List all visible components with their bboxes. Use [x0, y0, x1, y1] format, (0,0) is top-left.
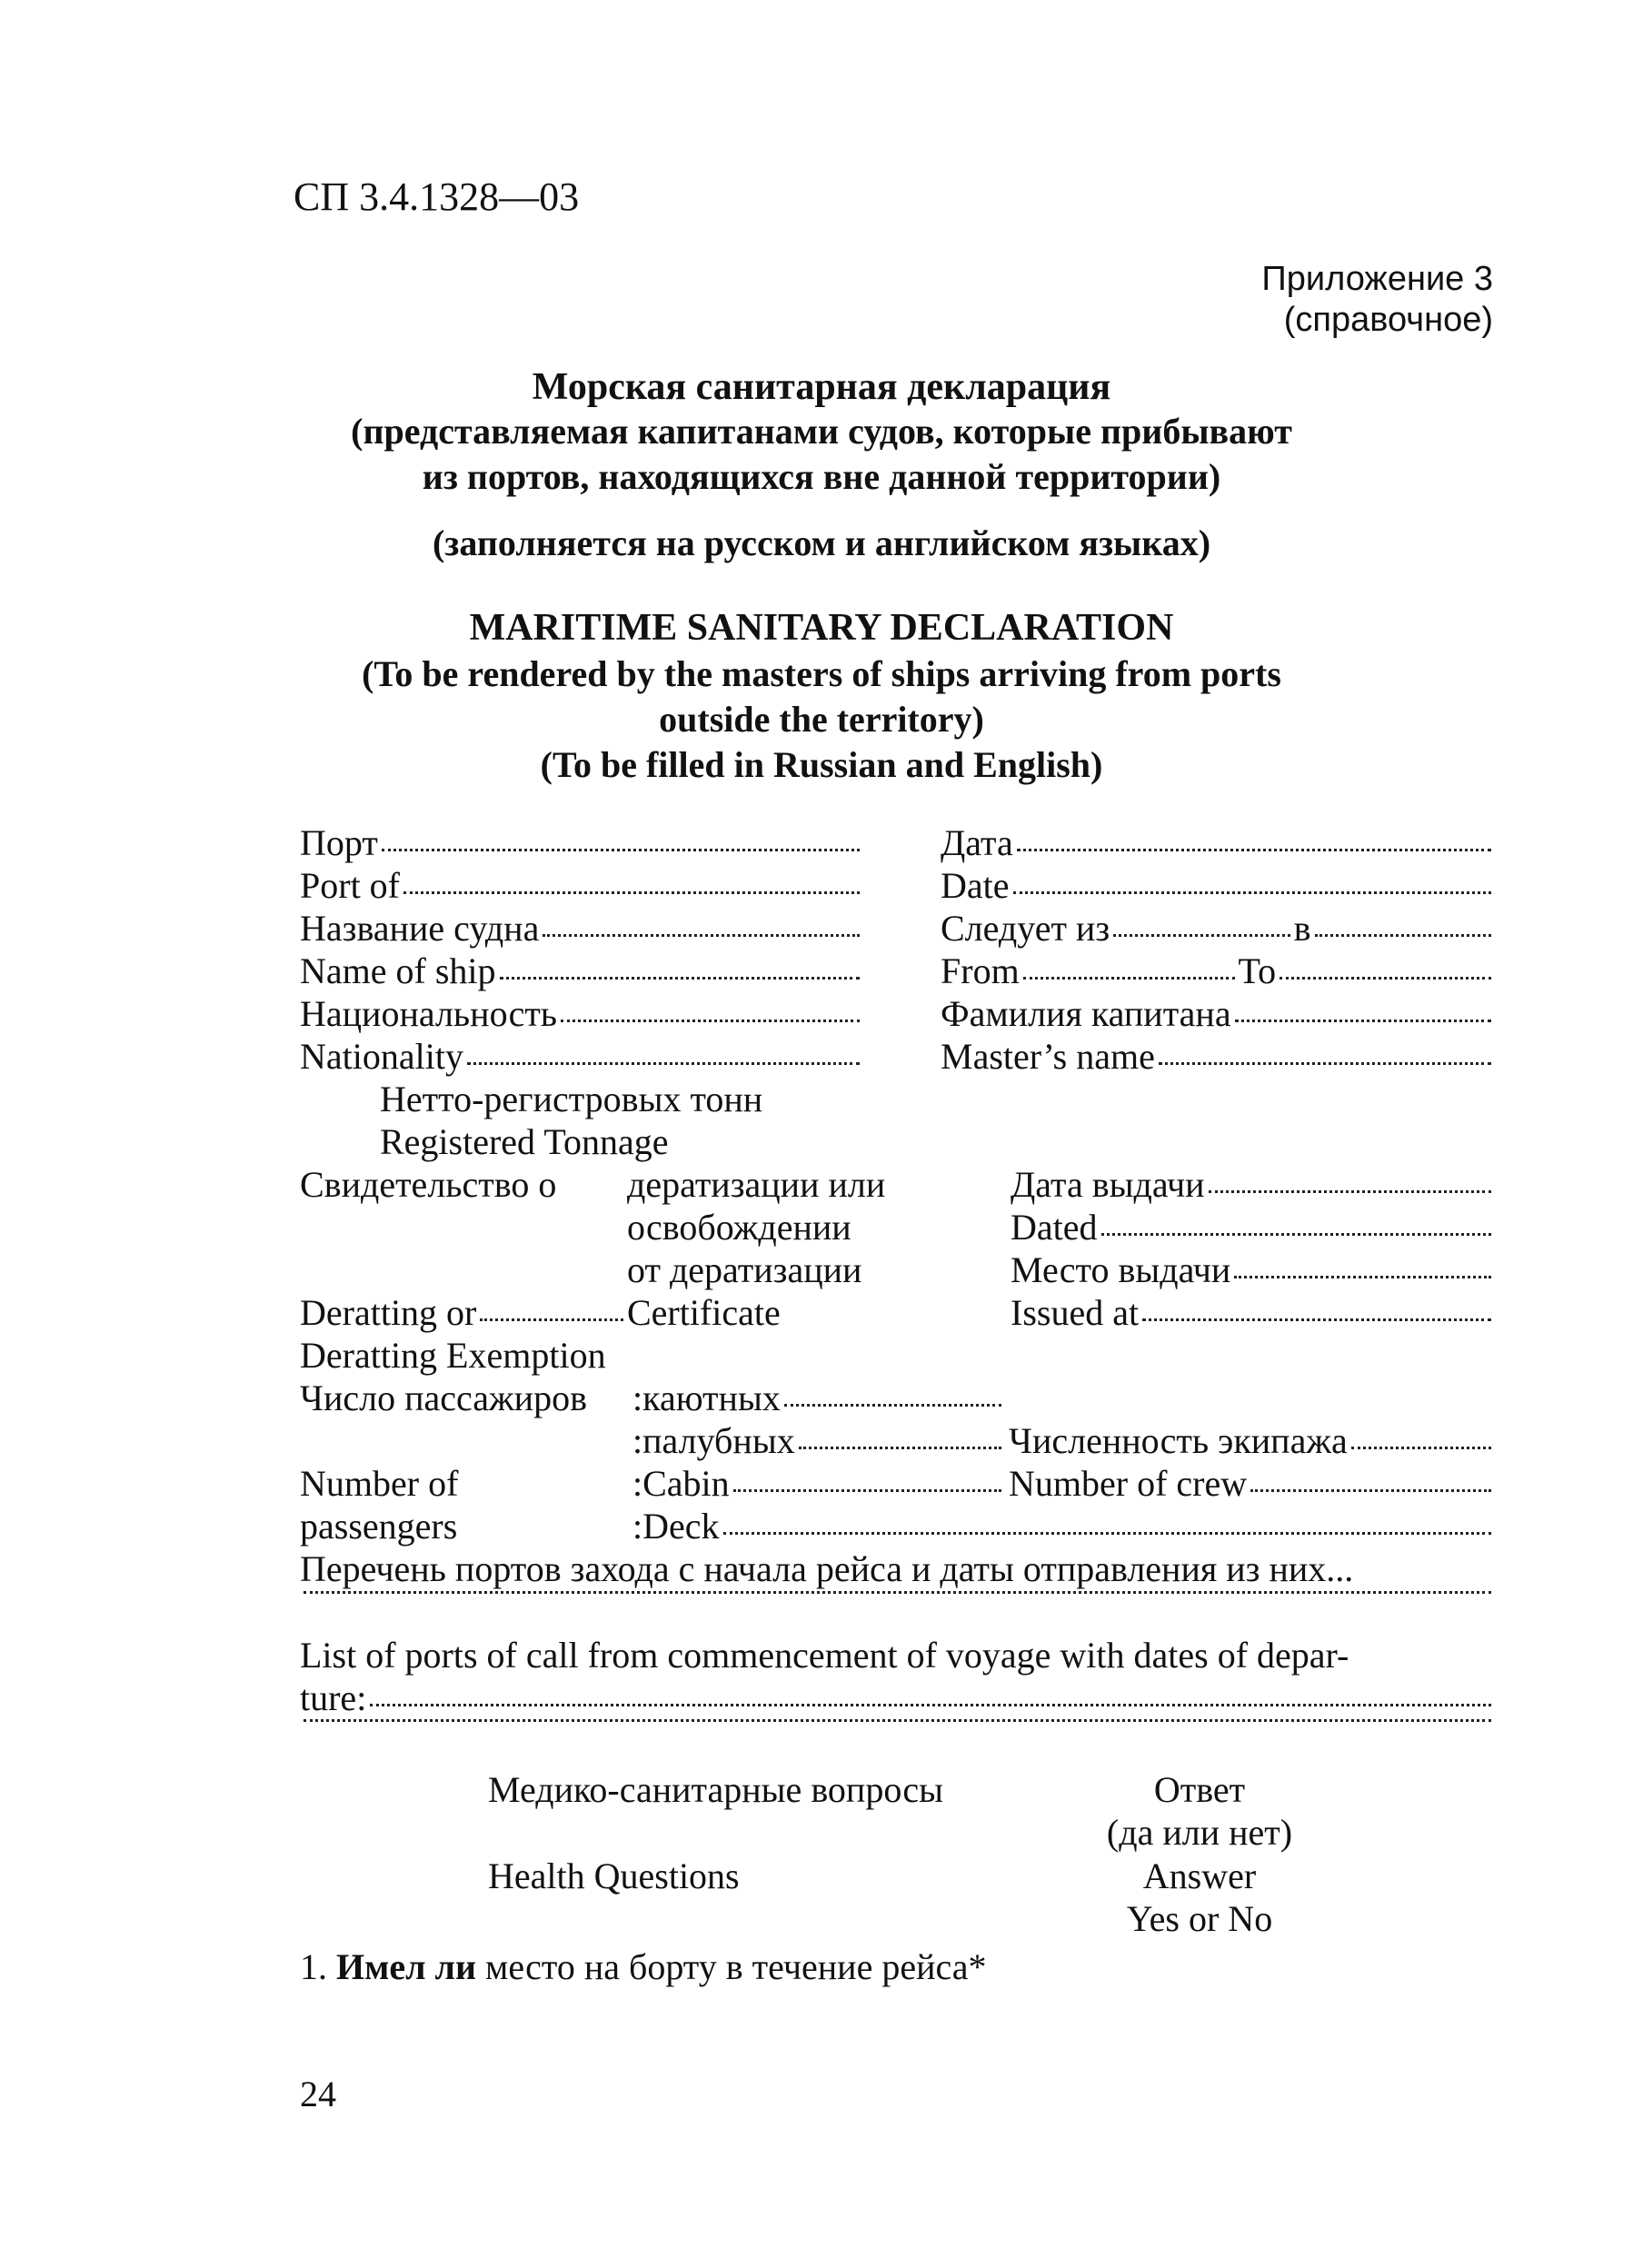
from-en-label: From	[941, 950, 1020, 991]
master-ru-field	[941, 993, 1495, 1034]
cert-en-type: Certificate	[627, 1292, 781, 1333]
ports-list-en-field	[300, 1677, 1495, 1718]
issue-place-en-label: Issued at	[1011, 1292, 1140, 1333]
health-header-ru: Медико-санитарные вопросы	[488, 1769, 943, 1810]
ports-list-ru-label: Перечень портов захода с начала рейса и даты отправления из них...	[300, 1548, 1354, 1589]
cert-ru-type-1: дератизации или	[627, 1164, 886, 1205]
from-ru-label: Следует из	[941, 908, 1110, 949]
ru-language-note: (заполняется на русском и английском языках)	[432, 522, 1211, 563]
answer-en-note: Yes or No	[1126, 1898, 1273, 1939]
tonnage-ru-label: Нетто-регистровых тонн	[380, 1079, 763, 1119]
to-en-label: To	[1238, 950, 1277, 991]
page-number: 24	[300, 2074, 336, 2114]
ports-list-ru-line	[300, 1595, 1495, 1597]
port-en-field	[300, 865, 863, 906]
appendix-note: (справочное)	[1283, 301, 1493, 339]
ship-name-ru-field	[300, 910, 863, 947]
issue-date-ru-field	[1011, 1164, 1495, 1205]
master-en-field	[941, 1036, 1495, 1077]
passengers-ru-label: Число пассажиров	[300, 1378, 587, 1418]
deck-ru-label: :палубных	[632, 1420, 795, 1461]
crew-ru-field	[1009, 1420, 1495, 1461]
nationality-ru-label: Национальность	[300, 993, 558, 1034]
crew-ru-label: Численность экипажа	[1009, 1420, 1348, 1461]
issue-date-ru-label: Дата выдачи	[1011, 1164, 1205, 1205]
ports-list-en-label: List of ports of call from commencement of voyage with dates of depar-	[300, 1635, 1349, 1676]
tonnage-en-label: Registered Tonnage	[380, 1121, 669, 1162]
issue-place-en-field	[1011, 1292, 1495, 1333]
document-code: СП 3.4.1328—03	[294, 174, 580, 219]
answer-ru-label: Ответ	[1153, 1769, 1246, 1810]
nationality-en-field	[300, 1036, 863, 1077]
ru-title: Морская санитарная декларация	[532, 366, 1111, 408]
question-1	[300, 1946, 987, 1987]
cert-en-field	[300, 1292, 627, 1333]
en-title: MARITIME SANITARY DECLARATION	[469, 607, 1174, 649]
deck-en-field	[632, 1508, 1495, 1545]
ship-name-en-label: Name of ship	[300, 950, 496, 991]
deck-en-label: :Deck	[632, 1506, 720, 1547]
date-ru-label: Дата	[941, 822, 1013, 863]
en-subtitle-1: (To be rendered by the masters of ships arriving from ports	[362, 653, 1281, 694]
question-1-lead: Имел ли	[336, 1946, 477, 1987]
cert-ru-type-2: освобождении	[627, 1207, 851, 1248]
from-to-ru-field	[941, 910, 1495, 947]
from-to-en-field	[941, 950, 1495, 991]
ports-list-en-label-2: ture:	[300, 1677, 367, 1718]
date-en-field	[941, 865, 1495, 906]
question-1-number: 1.	[300, 1946, 327, 1987]
crew-en-label: Number of crew	[1009, 1463, 1248, 1504]
health-header-en: Health Questions	[488, 1855, 740, 1896]
issue-place-ru-label: Место выдачи	[1011, 1249, 1231, 1290]
nationality-ru-field	[300, 993, 863, 1034]
cabin-ru-label: :каютных	[632, 1378, 781, 1418]
issue-date-en-field	[1011, 1209, 1495, 1246]
port-ru-label: Порт	[300, 822, 378, 863]
en-language-note: (To be filled in Russian and English)	[540, 744, 1103, 785]
cert-en-label: Deratting or	[300, 1292, 477, 1333]
cert-en-exemption: Deratting Exemption	[300, 1335, 606, 1376]
issue-place-ru-field	[1011, 1249, 1495, 1290]
cabin-en-label: :Cabin	[632, 1463, 730, 1504]
issue-date-en-label: Dated	[1011, 1207, 1098, 1248]
cabin-en-field	[632, 1463, 1005, 1504]
port-en-label: Port of	[300, 865, 400, 906]
date-en-label: Date	[941, 865, 1010, 906]
cert-ru-type-3: от дератизации	[627, 1249, 862, 1290]
passengers-en-label-2: passengers	[300, 1506, 458, 1547]
date-ru-field	[941, 822, 1495, 863]
ship-name-ru-label: Название судна	[300, 908, 540, 949]
appendix-title: Приложение 3	[1261, 260, 1493, 298]
to-ru-label: в	[1293, 908, 1311, 949]
cert-ru-label: Свидетельство о	[300, 1164, 557, 1205]
master-en-label: Master’s name	[941, 1036, 1155, 1077]
port-ru-field	[300, 822, 863, 863]
master-ru-label: Фамилия капитана	[941, 993, 1231, 1034]
ru-subtitle-1: (представляемая капитанами судов, которые прибывают	[351, 411, 1292, 452]
deck-ru-field	[632, 1420, 1005, 1461]
cabin-ru-field	[632, 1380, 1005, 1417]
question-1-text: место на борту в течение рейса*	[485, 1946, 987, 1987]
ru-subtitle-2: из портов, находящихся вне данной территории)	[422, 456, 1221, 497]
ship-name-en-field	[300, 950, 863, 991]
crew-en-field	[1009, 1463, 1495, 1504]
ports-list-en-line	[300, 1723, 1495, 1726]
en-subtitle-2: outside the territory)	[659, 699, 984, 740]
answer-ru-note: (да или нет)	[1106, 1812, 1293, 1853]
passengers-en-label-1: Number of	[300, 1463, 459, 1504]
nationality-en-label: Nationality	[300, 1036, 463, 1077]
answer-en-label: Answer	[1142, 1855, 1257, 1896]
